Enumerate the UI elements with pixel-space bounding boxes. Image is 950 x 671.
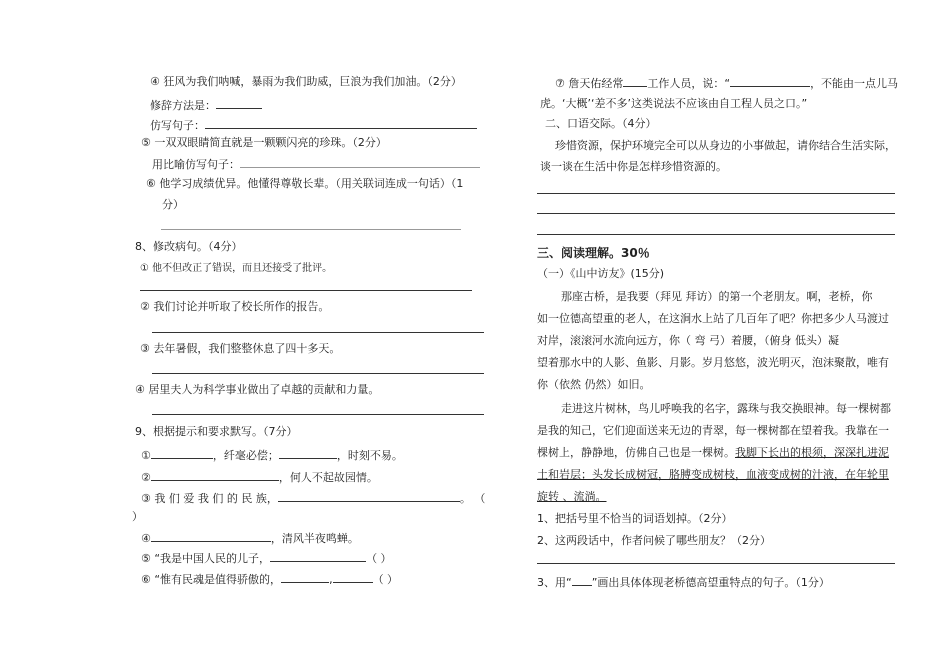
dictation-3-close: ） [132,510,143,523]
dictation-6-blank-a[interactable] [281,571,329,583]
dictation-3 [141,490,485,506]
reading-question-2-answer-line[interactable] [537,563,895,564]
q5-sentence: ⑤ 一双双眼睛简直就是一颗颗闪亮的珍珠。（2分） [141,136,387,149]
section-3-title: 三、阅读理解。30％ [537,246,650,260]
item-number: ① [141,449,151,462]
text: ，何人不起故园情。 [278,471,378,484]
reading-question-3 [537,574,830,590]
underline-sample [572,574,592,586]
q8-answer-line-1[interactable] [140,290,472,291]
text: ，清风半夜鸣蝉。 [270,532,359,545]
item-number: ② [141,471,151,484]
text: 。 （ [459,492,486,505]
q8-answer-line-3[interactable] [152,373,484,374]
imitate-row [150,117,477,133]
text: （ ） [366,552,392,565]
q8-sentence-2: ② 我们讨论并听取了校长所作的报告。 [140,300,330,313]
item-number: ④ [141,532,151,545]
section-2-prompt-1: 珍惜资源，保护环境完全可以从身边的小事做起，请你结合生活实际， [555,139,896,152]
passage-line [537,446,889,460]
passage-line: 你（依然 仍然）如旧。 [537,378,651,391]
imitate-blank[interactable] [205,117,477,129]
text: ⑤ “我是中国人民的儿子， [141,552,271,565]
q8-title: 8、修改病句。（4分） [135,240,243,253]
q7-blank-b[interactable] [730,75,810,87]
section-2-answer-line-3[interactable] [537,234,895,235]
passage-line: 那座古桥，是我要（拜见 拜访）的第一个老朋友。啊，老桥，你 [561,290,873,303]
text: 3、用“ [537,576,572,589]
passage-line: 对岸，滚滚河水流向远方，你（ 弯 弓）着腰，（俯身 低头）凝 [537,334,839,347]
underlined-passage-line: 土和岩层；头发长成树冠，胳膊变成树枝，血液变成树的汁液，在年轮里 [537,468,889,481]
q6-cont: 分） [162,198,184,211]
dictation-1 [141,447,403,463]
q8-sentence-3: ③ 去年暑假，我们整整休息了四十多天。 [140,342,341,355]
q8-answer-line-2[interactable] [152,332,484,333]
dictation-4-blank[interactable] [151,530,271,542]
dictation-6 [141,571,398,587]
reading-1-title: （一）《山中访友》(15分) [537,267,665,280]
dictation-5 [141,550,392,566]
dictation-6-blank-b[interactable] [333,571,373,583]
q7-line-1 [555,75,898,91]
text: 棵树上，静静地，仿佛自己也是一棵树。 [537,446,735,459]
reading-question-1: 1、把括号里不恰当的词语划掉。（2分） [537,512,733,525]
text: 工作人员，说：“ [647,77,731,90]
section-2-answer-line-1[interactable] [537,193,895,194]
text: , [329,573,333,586]
q9-title: 9、根据提示和要求默写。（7分） [135,425,298,438]
metaphor-label: 用比喻仿写句子： [152,158,240,171]
reading-question-2: 2、这两段话中，作者问候了哪些朋友？（2分） [537,534,771,547]
metaphor-row [152,156,480,172]
text: ，时刻不易。 [336,449,403,462]
text: ，不能由一点儿马 [810,77,899,90]
dictation-2-blank[interactable] [151,469,279,481]
q4-sentence: ④ 狂风为我们呐喊，暴雨为我们助威，巨浪为我们加油。（2分） [150,75,462,88]
dictation-3-blank[interactable] [278,490,460,502]
passage-line: 走进这片树林，鸟儿呼唤我的名字，露珠与我交换眼神。每一棵树都 [561,402,891,415]
dictation-2 [141,469,378,485]
passage-line: 如一位德高望重的老人，在这涧水上站了几百年了吧？你把多少人马渡过 [537,312,889,325]
section-2-title: 二、口语交际。（4分） [545,117,657,130]
dictation-4 [141,530,359,546]
passage-line: 望着那水中的人影、鱼影、月影。岁月悠悠，波光明灭，泡沫聚散，唯有 [537,356,889,369]
passage-line: 是我的知己，它们迎面送来无边的青翠，每一棵树都在望着我。我靠在一 [537,424,889,437]
metaphor-blank[interactable] [240,156,480,168]
rhetoric-blank[interactable] [216,97,262,109]
text: ⑦ 詹天佑经常 [555,77,624,90]
dictation-1-blank-a[interactable] [151,447,213,459]
rhetoric-label: 修辞方法是： [150,99,216,112]
text: ⑥ “惟有民魂是值得骄傲的， [141,573,282,586]
q8-sentence-4: ④ 居里夫人为科学事业做出了卓越的贡献和力量。 [135,383,380,396]
underlined-text: 我脚下长出的根须，深深扎进泥 [735,446,889,459]
dictation-5-blank[interactable] [270,550,366,562]
q6-sentence: ⑥ 他学习成绩优异。他懂得尊敬长辈。（用关联词连成一句话）（1 [146,177,464,190]
q8-sentence-1: ① 他不但改正了错误，而且还接受了批评。 [140,263,333,274]
q8-answer-line-4[interactable] [152,414,484,415]
section-2-answer-line-2[interactable] [537,213,895,214]
q6-answer-line[interactable] [161,229,461,230]
text: ，纤毫必偿； [212,449,279,462]
text: （ ） [372,573,399,586]
imitate-label: 仿写句子： [150,119,205,132]
q7-blank-a[interactable] [623,75,647,87]
rhetoric-row [150,97,262,113]
section-2-prompt-2: 谈一谈在生活中你是怎样珍惜资源的。 [540,160,727,173]
underlined-passage-line: 旋转 、流淌。 [537,490,607,503]
dictation-1-blank-b[interactable] [279,447,337,459]
text: ”画出具体体现老桥德高望重特点的句子。（1分） [591,576,830,589]
text: ③ 我 们 爱 我 们 的 民 族， [141,492,278,505]
q7-line-2: 虎。‘大概’‘差不多’这类说法不应该由自工程人员之口。” [540,97,808,110]
